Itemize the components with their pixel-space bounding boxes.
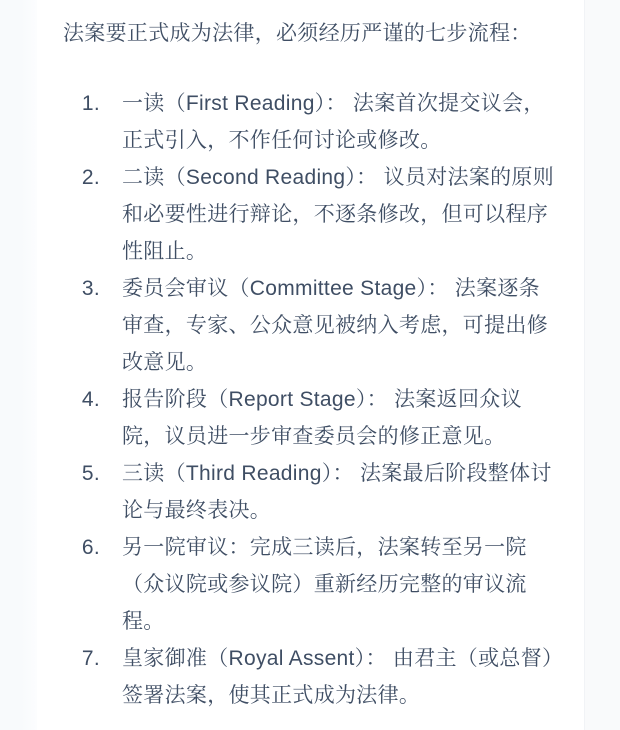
step-text: 皇家御准（Royal Assent）： 由君主（或总督）签署法案，使其正式成为法律。 — [122, 647, 553, 707]
step-text: 另一院审议：完成三读后，法案转至另一院（众议院或参议院）重新经历完整的审议流程。 — [122, 536, 527, 633]
step-text: 委员会审议（Committee Stage）： 法案逐条审查，专家、公众意见被纳入考虑，可提出修改意见。 — [122, 277, 548, 374]
intro-paragraph: 法案要正式成为法律，必须经历严谨的七步流程： — [63, 22, 532, 45]
step-number: 2. — [81, 166, 100, 189]
step-number: 6. — [81, 536, 100, 559]
step-number: 5. — [81, 462, 100, 485]
step-text: 二读（Second Reading）： 议员对法案的原则和必要性进行辩论，不逐条修改，但可以程序性阻止。 — [122, 166, 555, 263]
steps-list — [63, 85, 557, 714]
step-item-3 — [63, 270, 557, 381]
step-text: 三读（Third Reading）： 法案最后阶段整体讨论与最终表决。 — [122, 462, 552, 522]
step-number: 3. — [81, 277, 100, 300]
step-number: 1. — [81, 92, 100, 115]
step-text: 一读（First Reading）： 法案首次提交议会，正式引入，不作任何讨论或修改。 — [122, 92, 545, 152]
step-item-4 — [63, 381, 557, 455]
step-item-7 — [63, 640, 557, 714]
step-number: 7. — [81, 647, 100, 670]
step-text: 报告阶段（Report Stage）： 法案返回众议院，议员进一步审查委员会的修正意见。 — [122, 388, 522, 448]
step-item-1 — [63, 85, 557, 159]
step-item-6 — [63, 529, 557, 640]
step-number: 4. — [81, 388, 100, 411]
step-item-2 — [63, 159, 557, 270]
step-item-5 — [63, 455, 557, 529]
